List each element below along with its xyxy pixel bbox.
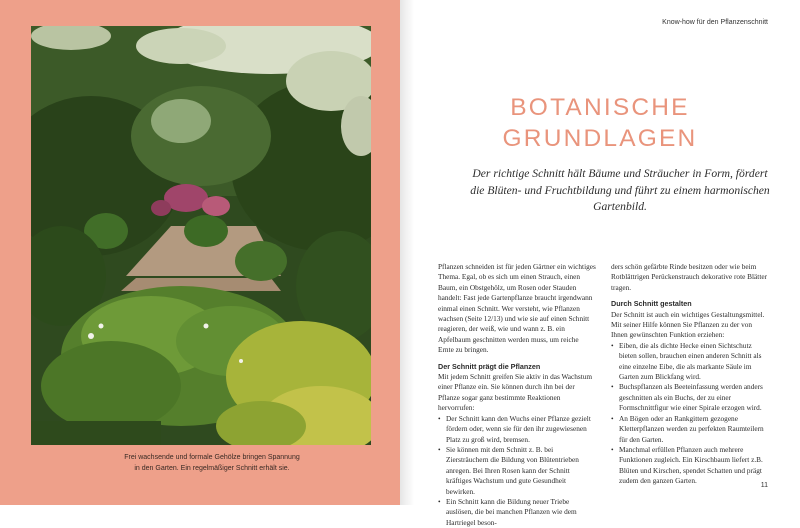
garden-photo	[31, 26, 371, 445]
page-subtitle: Der richtige Schnitt hält Bäume und Sträucher in Form, fördert die Blüten- und Fruchtbildung und führt zu einem harmonischen Gartenbild.	[470, 167, 770, 213]
bullet-list	[611, 341, 769, 487]
section-paragraph: Der Schnitt ist auch ein wichtiges Gestaltungsmittel. Mit seiner Hilfe können Sie Pflanzen zu der von Ihnen gewünschten Funktion erziehen:	[611, 309, 765, 340]
running-head: Know-how für den Pflanzenschnitt	[662, 19, 768, 26]
page-gutter	[400, 0, 414, 505]
list-item: • Ein Schnitt kann die Bildung neuer Triebe auslösen, die bei manchen Pflanzen wie dem Hartriegel beson-	[438, 497, 596, 528]
page-number: 11	[760, 482, 768, 489]
page-title	[420, 92, 780, 154]
text-column-2	[611, 262, 769, 487]
intro-paragraph: Pflanzen schneiden ist für jeden Gärtner ein wichtiges Thema. Egal, ob es sich um einen Strauch, einen Baum, ein Obstgehölz, um Rosen oder Stauden handelt: Fast jede Gartenpflanze braucht irgendwann einmal einen Schnitt. Wer versteht, wie Pflanzen wachsen (Seite 12/13) und wie sie auf einen Schnitt reagieren, der weiß, wie und wann z. B. ein Apfelbaum geschnitten werden muss, um reiche Ernte zu bringen.	[438, 262, 596, 355]
bullet-list	[438, 414, 596, 528]
garden-illustration	[31, 26, 371, 445]
continuation-paragraph: ders schön gefärbte Rinde besitzen oder wie beim Rotblättrigen Perückenstrauch dekorative rote Blätter tragen.	[611, 262, 768, 292]
list-item: • Sie können mit dem Schnitt z. B. bei Ziersträuchern die Bildung von Blütentrieben anregen. Bei Ihren Rosen kann der Schnitt kräftiges Wachstum und gute Gesundheit bewirken.	[438, 445, 596, 497]
section-heading: Der Schnitt prägt die Pflanzen	[438, 361, 541, 371]
section-heading: Durch Schnitt gestalten	[611, 299, 692, 309]
photo-caption: Frei wachsende und formale Gehölze bringen Spannung in den Garten. Ein regelmäßiger Schnitt erhält sie.	[124, 454, 300, 472]
list-item: • Der Schnitt kann den Wuchs einer Pflanze gezielt fördern oder, wenn sie für den ihr zugewiesenen Platz zu groß wird, bremsen.	[438, 414, 596, 445]
title-line-1: BOTANISCHE	[510, 94, 690, 121]
left-page	[0, 0, 400, 505]
list-item: • Eiben, die als dichte Hecke einen Sichtschutz bieten sollen, brauchen einen anderen Schnitt als eine einzelne Eibe, die als markante Säule im Garten zum Blickfang wird.	[611, 341, 769, 383]
list-item: • Buchspflanzen als Beeteinfassung werden anders geschnitten als ein Buchs, der zu einer Formschnittfigur wie einer Spirale erzogen wird.	[611, 382, 769, 413]
section-paragraph: Mit jedem Schnitt greifen Sie aktiv in das Wachstum einer Pflanze ein. Sie können durch ihn bei der Pflanze sogar ganz bestimmte Reaktionen hervorrufen:	[438, 372, 593, 413]
list-item: • Manchmal erfüllen Pflanzen auch mehrere Funktionen zugleich. Ein Kirschbaum liefert z.B. Blüten und Kirschen, spendet Schatten und prägt zudem den ganzen Garten.	[611, 445, 769, 487]
title-line-2: GRUNDLAGEN	[502, 125, 698, 152]
list-item: • An Bögen oder an Rankgittern gezogene Kletterpflanzen werden zu perfekten Raumteilern für den Garten.	[611, 414, 769, 445]
text-column-1	[438, 262, 596, 528]
